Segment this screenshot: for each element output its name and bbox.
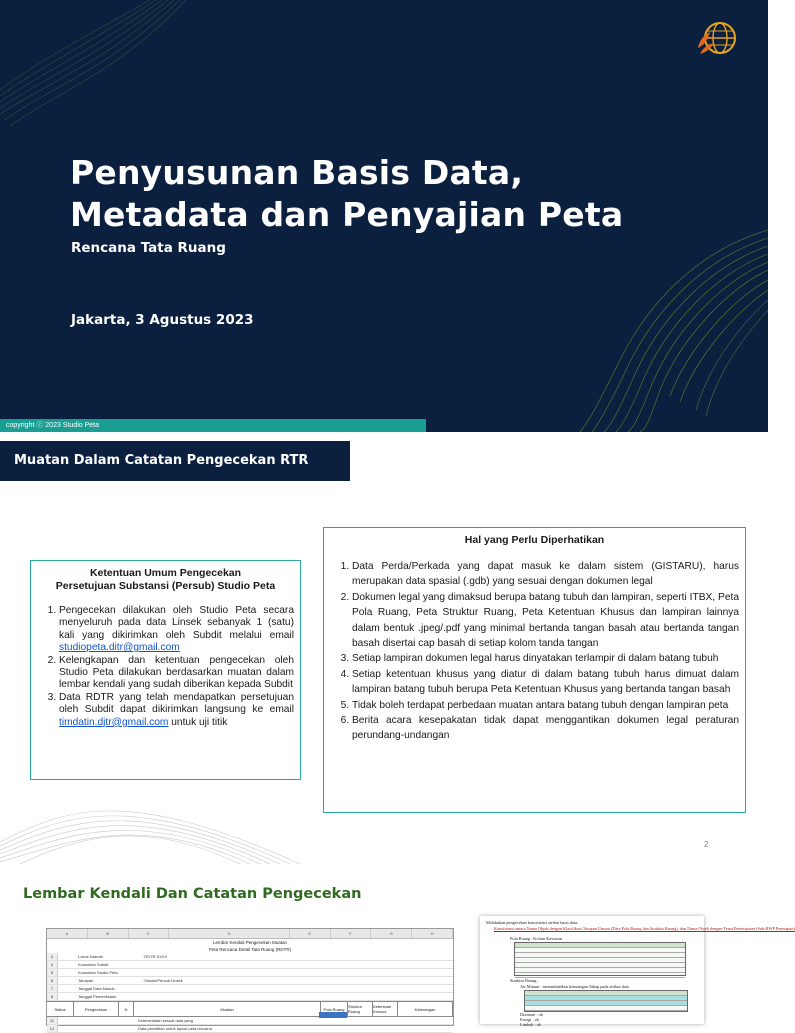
- provisions-list: [37, 605, 294, 729]
- mini-table: [514, 942, 686, 976]
- notes-box: [323, 527, 746, 813]
- table-header: Pengecekan: [74, 1002, 119, 1016]
- doc-line: Air Minum : menambahkan keterangan Tahap pada atribut data: [520, 984, 629, 989]
- selected-cell: [319, 1012, 347, 1018]
- table-header: Ketentuan Khusus: [373, 1002, 398, 1016]
- list-item: [59, 605, 294, 655]
- spreadsheet-screenshot: [46, 928, 454, 1031]
- row-label: Tanggal Pemeriksaan: [78, 994, 117, 999]
- doc-line: Drainase : ok: [520, 1012, 543, 1017]
- table-header-row: [47, 1001, 453, 1017]
- table-header: Pola Ruang: [321, 1002, 348, 1016]
- column-header: E: [290, 929, 331, 938]
- table-row: 11 Ketersediaan sesuai data yang: [47, 1017, 453, 1025]
- column-header: G: [371, 929, 412, 938]
- table-header: Keterangan: [398, 1002, 453, 1016]
- doc-line: Limbah : ok: [520, 1022, 542, 1027]
- presentation-date: Jakarta, 3 Agustus 2023: [71, 312, 254, 328]
- list-item: 6. Berita acara kesepakatan tidak dapat menggantikan dokumen legal peraturan perundang-undangan: [352, 713, 739, 744]
- box-title-line-2: Persetujuan Substansi (Persub) Studio Peta: [55, 580, 276, 592]
- title-slide: [0, 0, 768, 432]
- list-item: 2. Dokumen legal yang dimaksud berupa batang tubuh dan lampiran, seperti ITBX, Peta Pola Ruang, Peta Struktur Ruang, Peta Ketentuan Khusus dan lampiran lainnya dalam bentuk .jpeg/.pdf yang minimal bertanda tangan basah atau bertanda tangan basah disertai cap basah di setiap kolom tanda tangan: [352, 590, 739, 652]
- page-number: 2: [704, 840, 709, 849]
- row-label: Tanggal Data Masuk: [78, 986, 115, 991]
- box-title: [37, 567, 294, 593]
- presentation-title: [70, 152, 690, 236]
- presentation-subtitle: Rencana Tata Ruang: [71, 240, 226, 256]
- table-row: 12 Data penelitian untuk layout peta rencana: [47, 1025, 453, 1033]
- table-row: 8 Tanggal Pemeriksaan: [47, 993, 453, 1001]
- table-row: 4 Konsultan Subdit: [47, 961, 453, 969]
- row-label: Lokus Daerah: [78, 954, 103, 959]
- general-provisions-box: [30, 560, 301, 780]
- doc-line: Energi : ok: [520, 1017, 540, 1022]
- row-label: Tahapan: [78, 978, 94, 983]
- column-header: C: [129, 929, 170, 938]
- column-header: H: [412, 929, 453, 938]
- list-item-text: Data RDTR yang telah mendapatkan persetujuan oleh Subdit dapat dikirimkan langsung ke email: [59, 691, 294, 716]
- table-header: Muatan: [134, 1002, 321, 1016]
- column-header: F: [331, 929, 372, 938]
- row-label: Konsultan Subdit: [78, 962, 109, 967]
- table-header: Status: [47, 1002, 74, 1016]
- table-row: 7 Tanggal Data Masuk: [47, 985, 453, 993]
- sheet-subheading: Peta Rencana Detail Tata Ruang (RDTR): [208, 947, 292, 952]
- table-row: 5 Konsultan Studio Peta: [47, 969, 453, 977]
- slide-title: Lembar Kendali Dan Catatan Pengecekan: [23, 886, 362, 902]
- row-label: Konsultan Studio Peta: [78, 970, 118, 975]
- list-item-text: untuk uji titik: [168, 716, 228, 728]
- row-value: [138, 961, 142, 968]
- doc-line: Melakukan pengecekan konsistensi atribut basis data:: [486, 920, 579, 925]
- list-item: [59, 692, 294, 729]
- notes-list: [330, 559, 739, 744]
- content-slide: [0, 432, 768, 864]
- doc-line: Struktur Ruang :: [510, 978, 539, 983]
- list-item: 3. Setiap lampiran dokumen legal harus dinyatakan terlampir di dalam batang tubuh: [352, 651, 739, 666]
- list-item: 1. Data Perda/Perkada yang dapat masuk ke dalam sistem (GISTARU), harus merupakan data spasial (.gdb) yang sesuai dengan dokumen legal: [352, 559, 739, 590]
- row-value: Data penelitian untuk layout peta rencana: [138, 1026, 212, 1031]
- list-item: 5. Tidak boleh terdapat perbedaan muatan antara batang tubuh dengan lampiran peta: [352, 698, 739, 713]
- row-value: [138, 985, 142, 992]
- doc-line: Pola Ruang : Kolom Kawasan: [510, 936, 563, 941]
- doc-line: Konsistensi antara Nama Objek dengan Klasifikasi Tutupan Umum (Data Pola Ruang dan Struktur Ruang), dan Nama Objek dengan Tema Penempatan (Sub-BWP Penetapan): [494, 926, 795, 931]
- slide-header: Muatan Dalam Catatan Pengecekan RTR: [0, 441, 350, 481]
- mini-table: [524, 990, 688, 1012]
- row-value: : RDTR XXXX: [142, 954, 168, 959]
- box-title: Hal yang Perlu Diperhatikan: [464, 534, 605, 546]
- document-screenshot: [480, 916, 795, 1027]
- email-link[interactable]: timdatin.djtr@gmail.com: [59, 716, 169, 728]
- globe-leaf-logo: [694, 18, 738, 58]
- row-value: Ketersediaan sesuai data yang: [138, 1018, 193, 1023]
- column-headers: [47, 929, 453, 939]
- list-item: 2. Kelengkapan dan ketentuan pengecekan oleh Studio Peta dilakukan berdasarkan muatan dalam lembar kendali yang sudah diberikan kepada Subdit: [59, 655, 294, 692]
- decorative-wave-lines: [0, 772, 300, 864]
- title-line-2: Metadata dan Penyajian Peta: [70, 195, 624, 234]
- list-item-text: Pengecekan dilakukan oleh Studio Peta secara menyeluruh pada data Linsek sebanyak 1 (satu) kali yang dikirimkan oleh Subdit melalui email: [59, 605, 294, 641]
- column-header: D: [169, 929, 289, 938]
- table-header: N: [119, 1002, 134, 1016]
- row-value: [138, 993, 142, 1000]
- sheet-heading: Lembar Kendali Pengecekan Muatan: [212, 940, 288, 945]
- row-value: [138, 969, 142, 976]
- table-header: Struktur Ruang: [348, 1002, 373, 1016]
- copyright-bar: copyright ⓒ 2023 Studio Peta: [0, 419, 426, 432]
- column-header: A: [47, 929, 88, 938]
- box-title-line-1: Ketentuan Umum Pengecekan: [89, 567, 242, 579]
- table-row: 3 Lokus Daerah : RDTR XXXX: [47, 953, 453, 961]
- list-item: 4. Setiap ketentuan khusus yang diatur di dalam batang tubuh harus dimuat dalam lampiran batang tubuh berupa Peta Ketentuan Khusus yang bertanda tangan basah: [352, 667, 739, 698]
- column-header: B: [88, 929, 129, 938]
- table-row: 6 Tahapan : Sinsek/Persub Linsek: [47, 977, 453, 985]
- control-sheet-slide: [0, 864, 795, 1031]
- row-value: : Sinsek/Persub Linsek: [142, 978, 183, 983]
- title-line-1: Penyusunan Basis Data,: [70, 153, 524, 192]
- email-link[interactable]: studiopeta.ditr@gmail.com: [59, 642, 180, 654]
